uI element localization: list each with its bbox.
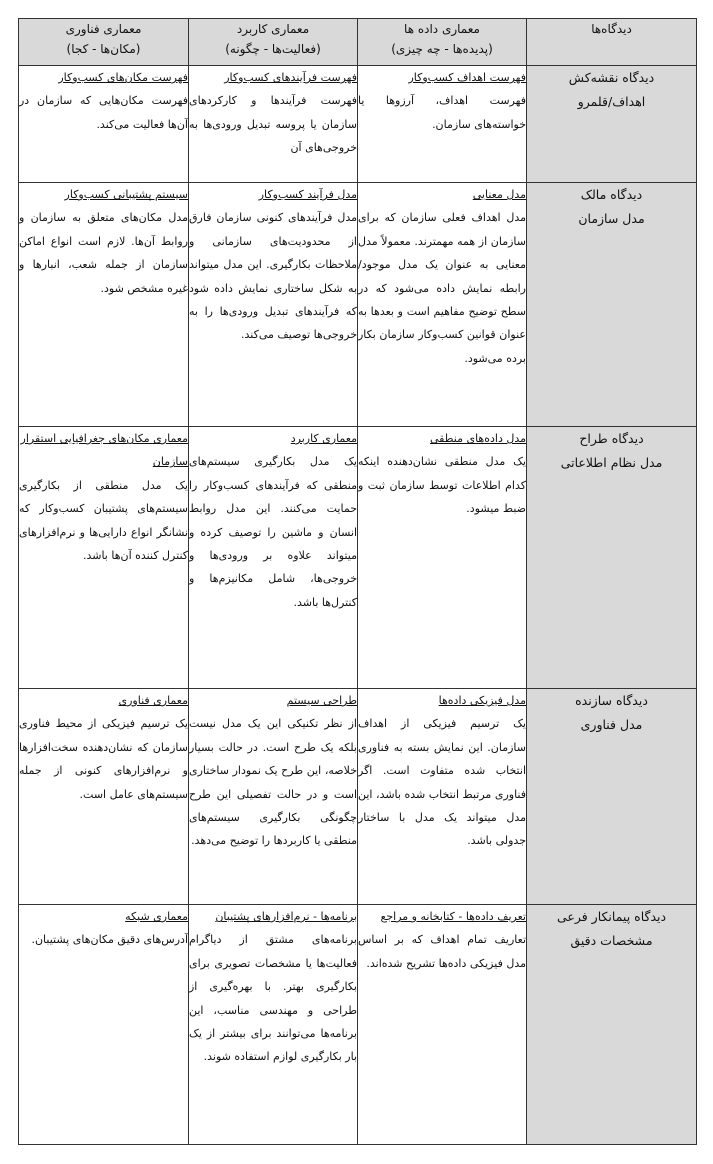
cell-title: برنامه‌ها - نرم‌افزارهای پشتیبان — [215, 910, 357, 923]
cell-text: یک ترسیم فیزیکی از اهداف سازمان. این نمایش بسته به فناوری انتخاب شده متفاوت است. اگر فناوری مرتبط انتخاب شده باشد، این مدل میتواند یک مدل با ساختار جدولی باشد. — [358, 717, 526, 848]
row-planner-function-cell — [189, 66, 358, 183]
row-owner-view-model: مدل سازمان — [578, 211, 645, 226]
cell-text: مدل فرآیندهای کنونی سازمان فارق از محدودیت‌های سازمانی و ملاحظات بکارگیری. این مدل میتواند به شکل ساختاری نمایش داده شود که فرآیندهای تبدیل ورودی‌ها را به خروجی‌ها توصیف می‌کند. — [189, 211, 357, 342]
row-builder-view-model: مدل فناوری — [580, 717, 643, 732]
row-builder-function-cell — [189, 689, 358, 905]
cell-title: مدل فرآیند کسب‌وکار — [258, 188, 357, 201]
row-subcontractor-network-cell — [19, 905, 189, 1145]
cell-text: یک مدل بکارگیری سیستم‌های منطقی که فرآیندهای کسب‌وکار را حمایت می‌کنند. این مدل روابط انسان و ماشین را توصیف کرده و میتواند علاوه بر ورودی‌ها و خروجی‌ها، شامل مکانیزم‌ها و کنترل‌ها باشد. — [189, 455, 357, 609]
row-owner-network-cell — [19, 183, 189, 427]
zachman-framework-table — [18, 18, 697, 1145]
cell-text: برنامه‌های مشتق از دیاگرام فعالیت‌ها یا مشخصات تصویری برای بکارگیری بهتر. با بهره‌گیری از طراحی و مهندسی مناسب، این برنامه‌ها می‌توانند برای بیشتر از یک بار بکارگیری لوازم استفاده شوند. — [189, 933, 357, 1064]
cell-text: فهرست مکان‌هایی که سازمان در آن‌ها فعالیت می‌کند. — [19, 94, 188, 131]
row-builder-view-name: دیدگاه سازنده — [575, 693, 648, 708]
row-subcontractor-view-name: دیدگاه پیمانکار فرعی — [556, 909, 667, 924]
row-subcontractor-perspective — [527, 905, 697, 1145]
row-subcontractor-data-cell — [358, 905, 527, 1145]
row-designer-perspective — [527, 427, 697, 689]
cell-title: معماری فناوری — [118, 694, 188, 707]
row-subcontractor-view-model: مشخصات دقیق — [570, 933, 653, 948]
header-row — [19, 19, 697, 66]
cell-text: آدرس‌های دقیق مکان‌های پشتیبان. — [31, 933, 188, 947]
header-function-title: معماری کاربرد — [236, 22, 310, 36]
cell-title: تعریف داده‌ها - کتابخانه و مراجع — [380, 910, 526, 923]
row-designer-network-cell — [19, 427, 189, 689]
cell-title: فهرست مکان‌های کسب‌وکار — [58, 71, 188, 84]
row-designer-data-cell — [358, 427, 527, 689]
row-builder-network-cell — [19, 689, 189, 905]
cell-title: مدل معنایی — [472, 188, 526, 201]
row-owner-data-cell — [358, 183, 527, 427]
row-planner-view-model: اهداف/قلمرو — [577, 94, 646, 109]
row-builder-perspective — [527, 689, 697, 905]
row-owner — [19, 183, 697, 427]
header-data-subtitle: (پدیده‌ها - چه چیزی) — [391, 42, 493, 56]
row-designer-function-cell — [189, 427, 358, 689]
row-planner-perspective — [527, 66, 697, 183]
row-planner-view-name: دیدگاه نقشه‌کش — [568, 70, 655, 85]
header-function-architecture — [189, 19, 358, 66]
row-subcontractor — [19, 905, 697, 1145]
cell-text: فهرست فرآیندها و کارکردهای سازمان یا پروسه تبدیل ورودی‌ها به خروجی‌های آن — [189, 94, 357, 155]
cell-title: فهرست اهداف کسب‌وکار — [408, 71, 526, 84]
cell-title: معماری شبکه — [125, 910, 188, 923]
row-designer-view-model: مدل نظام اطلاعاتی — [560, 455, 663, 470]
cell-text: یک مدل منطقی نشان‌دهنده اینکه کدام اطلاعات توسط سازمان ثبت و ضبط میشود. — [358, 455, 526, 516]
row-owner-perspective — [527, 183, 697, 427]
header-function-subtitle: (فعالیت‌ها - چگونه) — [225, 42, 321, 56]
header-network-subtitle: (مکان‌ها - کجا) — [66, 42, 141, 56]
cell-text: فهرست اهداف، آرزوها یا خواسته‌های سازمان. — [358, 94, 526, 131]
row-planner-data-cell — [358, 66, 527, 183]
header-data-title: معماری داده ها — [404, 22, 480, 36]
row-builder — [19, 689, 697, 905]
cell-text: تعاریف تمام اهداف که بر اساس مدل فیزیکی داده‌ها تشریح شده‌اند. — [358, 933, 526, 970]
cell-title: معماری مکان‌های جغرافیایی استقرار سازمان — [20, 432, 188, 469]
cell-text: یک ترسیم فیزیکی از محیط فناوری سازمان که نشان‌دهنده سخت‌افزارها و نرم‌افزارهای کنونی از جمله سیستم‌های عامل است. — [19, 717, 188, 801]
row-subcontractor-function-cell — [189, 905, 358, 1145]
header-network-title: معماری فناوری — [65, 22, 142, 36]
row-owner-view-name: دیدگاه مالک — [580, 187, 643, 202]
cell-text: مدل مکان‌های متعلق به سازمان و روابط آن‌ها. لازم است انواع اماکن سازمان از جمله شعب، انبارها و غیره مشخص شود. — [19, 211, 188, 295]
cell-title: طراحی سیستم — [286, 694, 357, 707]
row-planner — [19, 66, 697, 183]
row-designer-view-name: دیدگاه طراح — [579, 431, 644, 446]
cell-text: مدل اهداف فعلی سازمان که برای سازمان از همه مهمترند. معمولاً مدل معنایی به عنوان یک مدل موجود/رابطه نمایش داده می‌شود که در سطح توضیح مفاهیم است و بعدها به عنوان قوانین کسب‌وکار سازمان بکار برده می‌شود. — [358, 211, 526, 365]
row-owner-function-cell — [189, 183, 358, 427]
cell-text: یک مدل منطقی از بکارگیری سیستم‌های پشتیبان کسب‌وکار که نشانگر انواع دارایی‌ها و نرم‌افزارهای کنترل کننده آن‌ها باشد. — [19, 478, 188, 563]
cell-text: از نظر تکنیکی این یک مدل نیست بلکه یک طرح است. در حالت بسیار خلاصه، این طرح یک نمودار ساختاری است و در حالت تفصیلی این طرح چگونگی بکارگیری سیستم‌های منطقی یا کاربردها را توضیح می‌دهد. — [189, 717, 357, 848]
header-perspectives-label: دیدگاه‌ها — [591, 22, 632, 36]
cell-title: فهرست فرآیندهای کسب‌وکار — [224, 71, 357, 84]
cell-title: سیستم پشتیبانی کسب‌وکار — [64, 188, 188, 201]
cell-title: مدل فیزیکی داده‌ها — [438, 694, 526, 707]
row-builder-data-cell — [358, 689, 527, 905]
cell-title: معماری کاربرد — [290, 432, 357, 445]
header-perspectives — [527, 19, 697, 66]
row-planner-network-cell — [19, 66, 189, 183]
header-network-architecture — [19, 19, 189, 66]
cell-title: مدل داده‌های منطقی — [430, 432, 526, 445]
row-designer — [19, 427, 697, 689]
header-data-architecture — [358, 19, 527, 66]
